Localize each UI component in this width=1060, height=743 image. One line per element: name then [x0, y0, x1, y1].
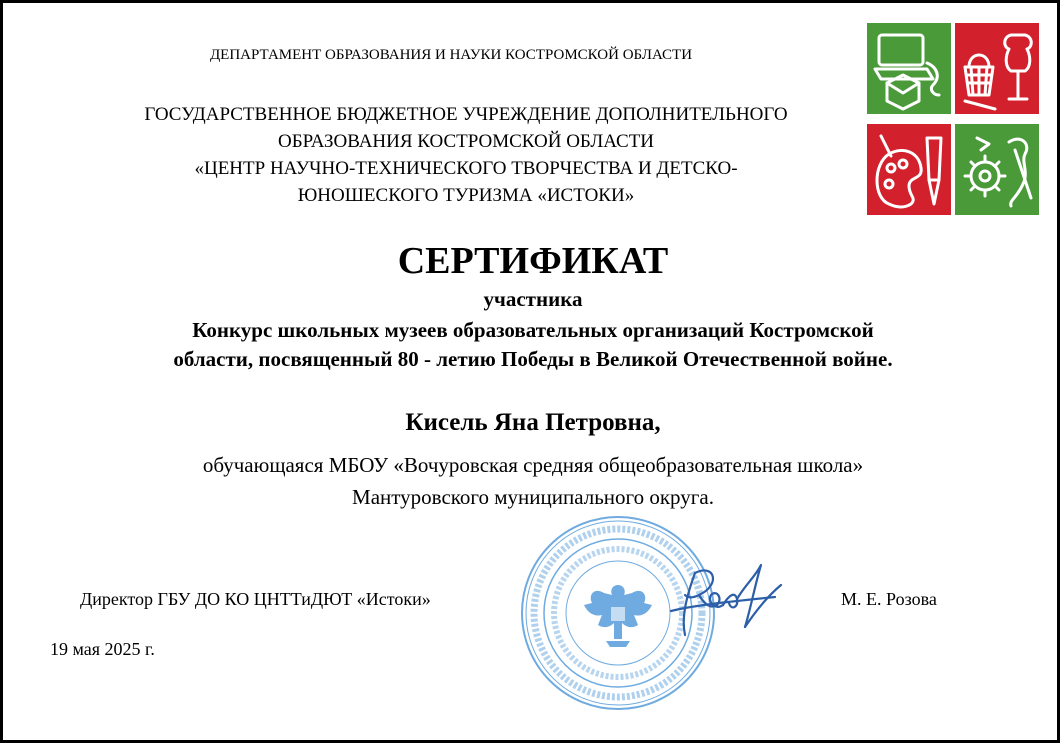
contest-line: области, посвященный 80 - летию Победы в Великой Отечественной войне.: [173, 347, 893, 371]
school-line: Мантуровского муниципального округа.: [352, 485, 714, 509]
organization-line: ГОСУДАРСТВЕННОЕ БЮДЖЕТНОЕ УЧРЕЖДЕНИЕ ДОПОЛНИТЕЛЬНОГО: [144, 104, 788, 125]
participant-name: Кисель Яна Петровна,: [405, 409, 661, 436]
mannequin-basket-icon: [955, 23, 1039, 114]
organization-name: [33, 101, 899, 209]
department-name: ДЕПАРТАМЕНТ ОБРАЗОВАНИЯ И НАУКИ КОСТРОМСКОЙ ОБЛАСТИ: [209, 47, 693, 63]
director-name: М. Е. Розова: [841, 589, 937, 609]
center-logo: [867, 23, 1045, 216]
gear-violin-icon: [955, 124, 1039, 215]
palette-brush-icon: [867, 124, 951, 215]
organization-line: ЮНОШЕСКОГО ТУРИЗМА «ИСТОКИ»: [297, 185, 635, 206]
contest-line: Конкурс школьных музеев образовательных организаций Костромской: [192, 318, 874, 342]
issue-date: 19 мая 2025 г.: [50, 639, 155, 659]
director-title: Директор ГБУ ДО КО ЦНТТиДЮТ «Истоки»: [80, 589, 431, 609]
school-line: обучающаяся МБОУ «Вочуровская средняя общеобразовательная школа»: [202, 453, 864, 477]
director-signature: [665, 555, 795, 645]
organization-line: ОБРАЗОВАНИЯ КОСТРОМСКОЙ ОБЛАСТИ: [277, 131, 655, 152]
logo-tile-green: [867, 23, 951, 114]
certificate-subtitle: участника: [483, 287, 583, 311]
contest-name: [43, 316, 1023, 374]
logo-tile-red-crafts: [955, 23, 1039, 114]
coat-of-arms-icon: [584, 585, 652, 647]
laptop-icon: [867, 23, 951, 114]
certificate-title: СЕРТИФИКАТ: [397, 240, 669, 282]
logo-tile-red-art: [867, 124, 951, 215]
logo-tile-green-tech: [955, 124, 1039, 215]
organization-line: «ЦЕНТР НАУЧНО-ТЕХНИЧЕСКОГО ТВОРЧЕСТВА И ДЕТСКО-: [194, 158, 738, 179]
participant-school: [3, 449, 1060, 513]
